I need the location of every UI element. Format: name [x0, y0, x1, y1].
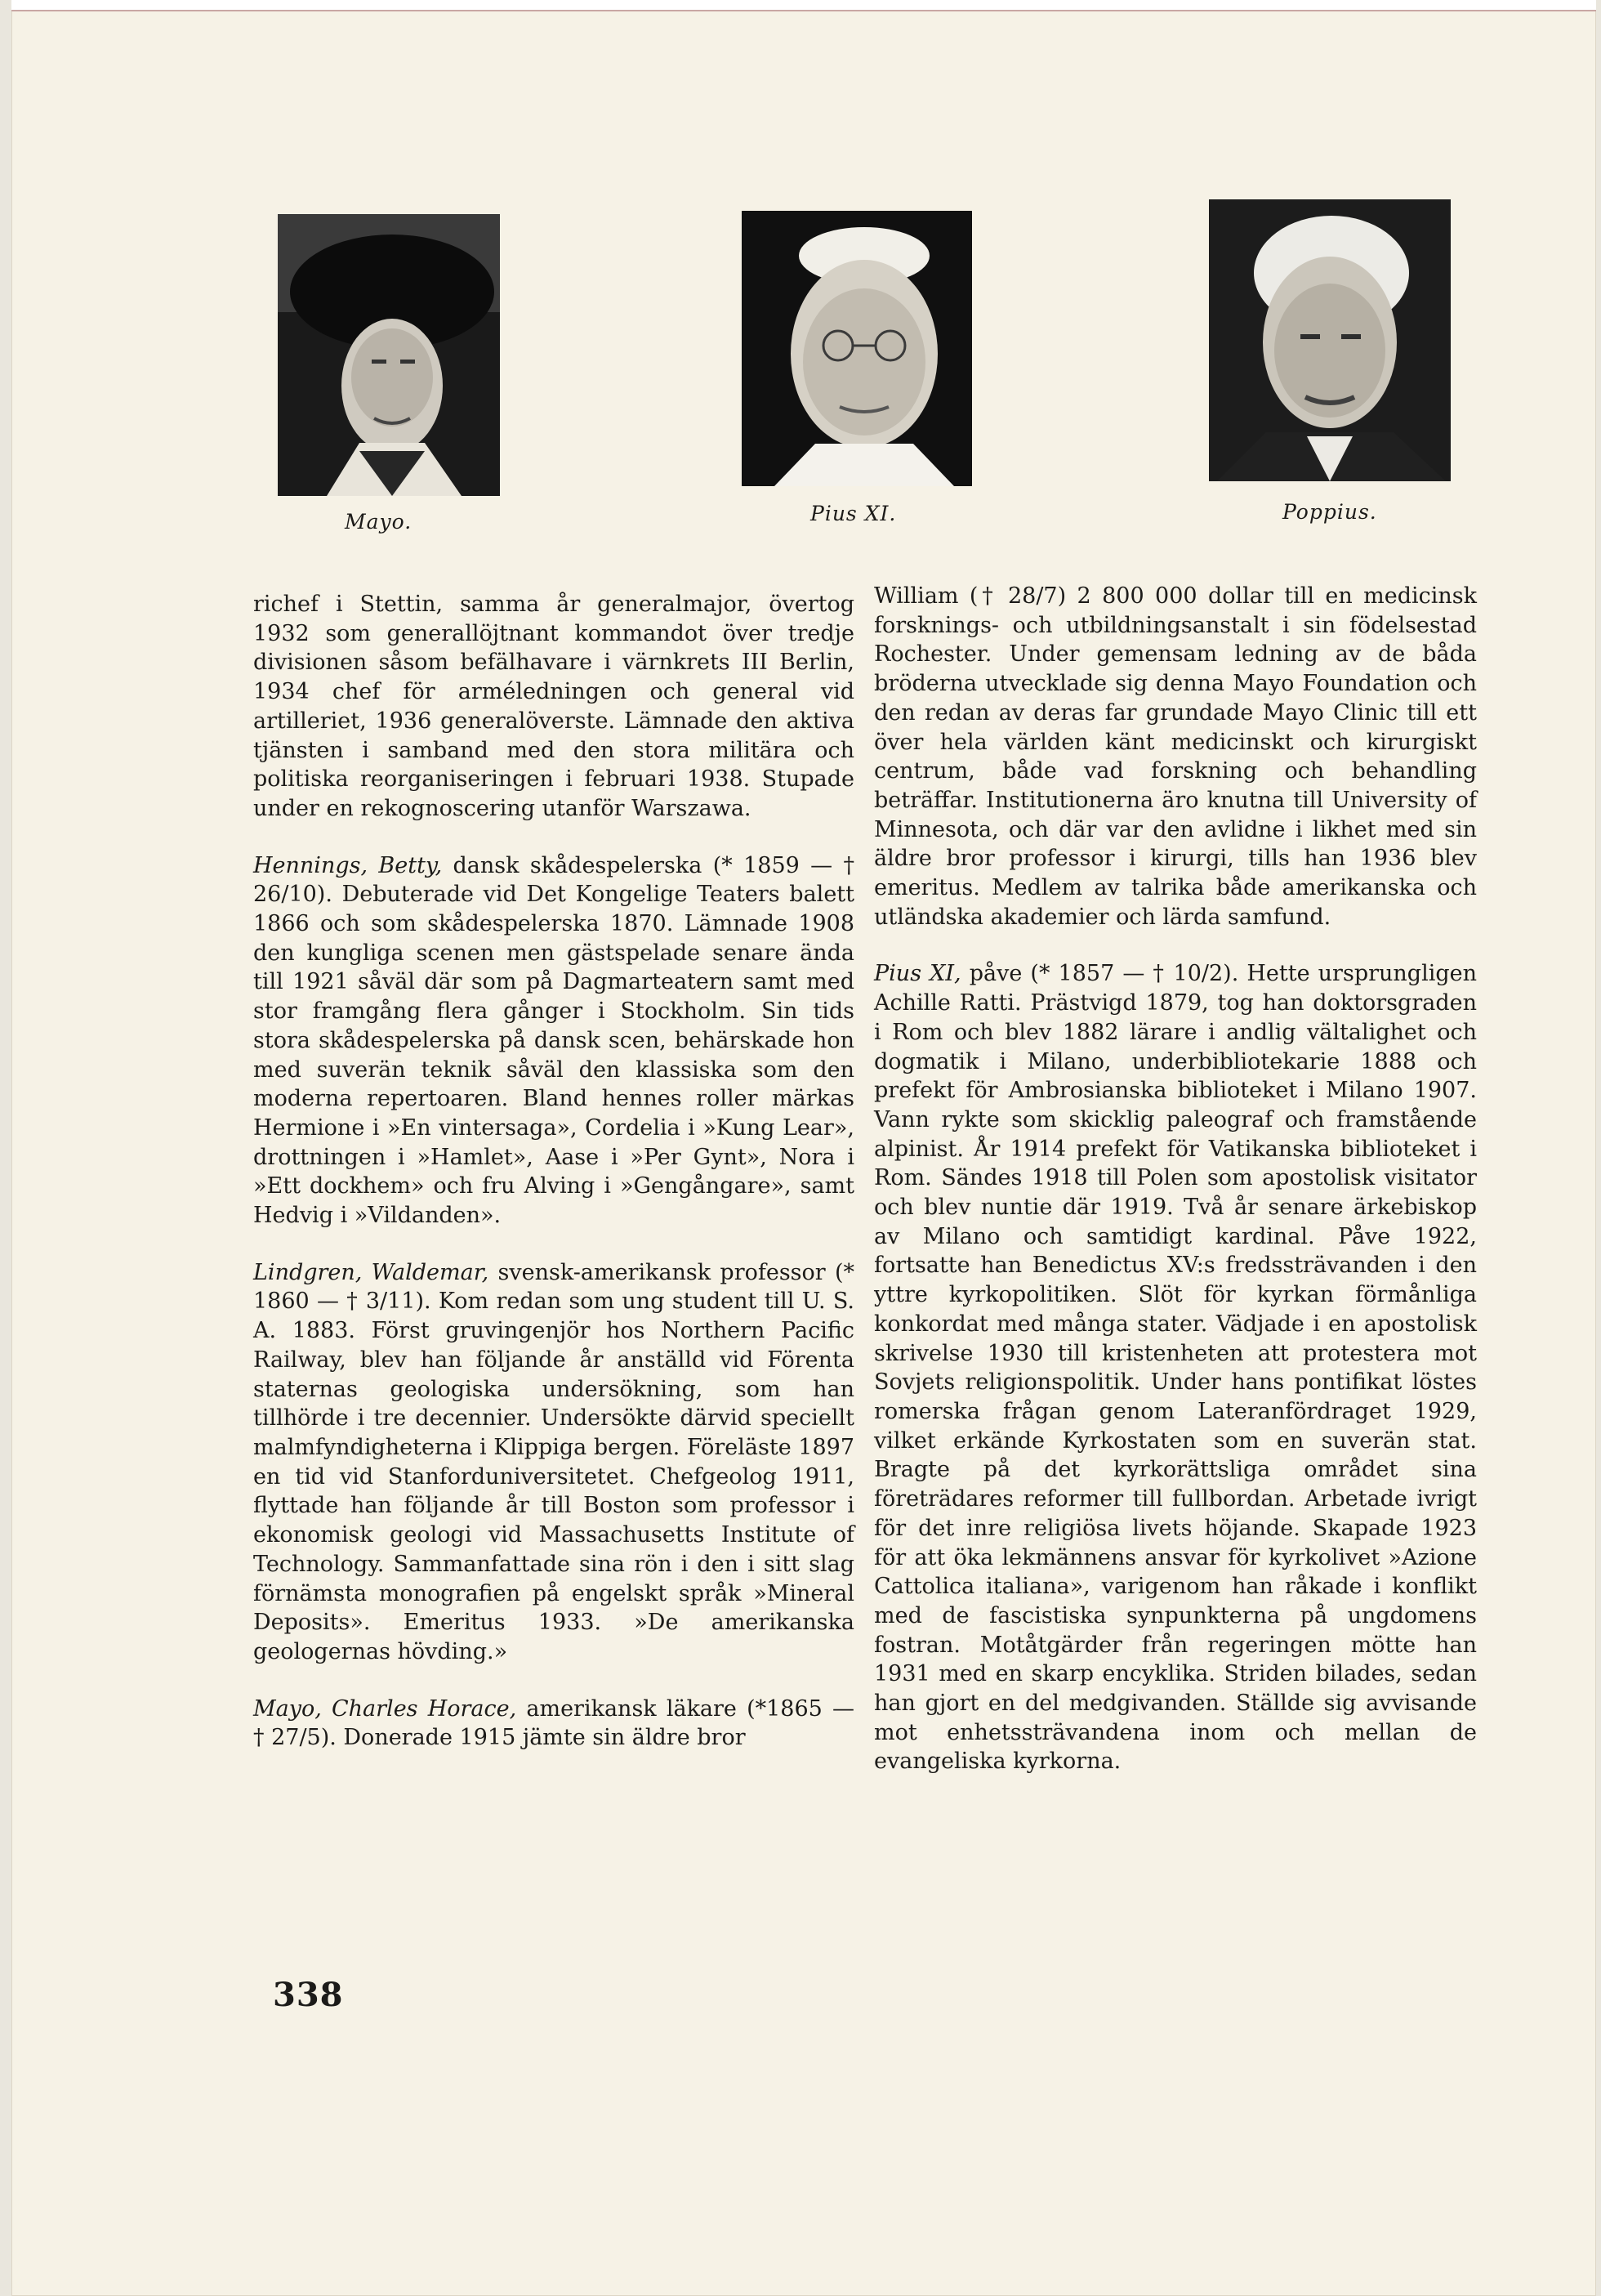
page [11, 0, 1596, 2296]
entry-text: svensk-amerikansk professor (* 1860 — † 3/11). Kom redan som ung student till U. S. A. 1883. Först gruvingenjör hos Northern Pacific Railway, blev han följande år anställd vid Förenta staternas geologiska undersökning, som han tillhörde i tre decennier. Undersökte därvid speciellt malmfyndigheterna i Klippiga bergen. Föreläste 1897 en tid vid Stanforduniversitetet. Chefgeolog 1911, flyttade han följande år till Boston som professor i ekonomisk geologi vid Massachusetts Institute of Technology. Sammanfattade sina rön i den i sitt slag förnämsta monografien på engelskt språk »Mineral Deposits». Emeritus 1933. »De amerikanska geologernas hövding.» [253, 1259, 854, 1664]
entry-heading: Mayo, Charles Horace, [253, 1695, 517, 1722]
entry-pius-xi [874, 959, 1477, 1776]
entry-text: dansk skådespelerska (* 1859 — † 26/10). Debuterade vid Det Kongelige Teaters balett 1866 och som skådespelerska 1870. Lämnade 1908 den kungliga scenen men gästspelade senare ända till 1921 såväl där som på Dagmarteatern samt med stor framgång flera gånger i Stockholm. Sin tids stora skådespelerska på dansk scen, behärskade hon med suverän teknik såväl den klassiska som den moderna repertoaren. Bland hennes roller märkas Hermione i »En vintersaga», Cordelia i »Kung Lear», drottningen i »Hamlet», Aase i »Per Gynt», Nora i »Ett dockhem» och fru Alving i »Gengångare», samt Hedvig i »Vildanden». [253, 852, 854, 1229]
page-number: 338 [273, 1976, 344, 2014]
entry-hennings [253, 851, 854, 1231]
caption-pius-xi: Pius XI. [810, 502, 897, 525]
entry-heading: Hennings, Betty, [253, 852, 443, 878]
left-column [253, 590, 854, 1753]
entry-text: påve (* 1857 — † 10/2). Hette ursprungligen Achille Ratti. Prästvigd 1879, tog han doktorsgraden i Rom och blev 1882 lärare i andlig vältalighet och dogmatik i Milano, underbibliotekarie 1888 och prefekt för Ambrosianska biblioteket i Milano 1907. Vann rykte som skicklig paleograf och framstående alpinist. År 1914 prefekt för Vatikanska biblioteket i Rom. Sändes 1918 till Polen som apostolisk visitator och blev nuntie där 1919. Två år senare ärkebiskop av Milano och samtidigt kardinal. Påve 1922, fortsatte han Benedictus XV:s fredssträvanden i den yttre kyrkopolitiken. Slöt för kyrkan förmånliga konkordat med många stater. Vädjade i en apostolisk skrivelse 1930 till kristenheten att protestera mot Sovjets religionspolitik. Under hans pontifikat löstes romerska frågan genom Lateranfördraget 1929, vilket erkände Kyrkostaten som en suverän stat. Bragte på det kyrkorättsliga området sina företrädares reformer till fullbordan. Arbetade ivrigt för det inre religiösa livets höjande. Skapade 1923 för att öka lekmännens ansvar för kyrkolivet »Azione Cattolica italiana», varigenom han råkade i konflikt med de fascistiska synpunkterna på ungdomens fostran. Motåtgärder från regeringen mötte han 1931 med en skarp encyklika. Striden bilades, sedan han gjort en del medgivanden. Ställde sig avvisande mot enhetssträvandena inom och mellan de evangeliska kyrkorna. [874, 961, 1477, 1775]
entry-continuation: richef i Stettin, samma år generalmajor, övertog 1932 som generallöjtnant kommandot över tredje divisionen såsom befälhavare i värnkrets III Berlin, 1934 chef för arméledningen och general vid artilleriet, 1936 generalöverste. Lämnade den aktiva tjänsten i samband med den stora militära och politiska reorganiseringen i februari 1938. Stupade under en rekognoscering utanför Warszawa. [253, 592, 854, 821]
caption-mayo: Mayo. [345, 510, 413, 534]
entry-text: amerikansk läkare (*1865 — † 27/5). Donerade 1915 jämte sin äldre bror [253, 1695, 855, 1751]
portrait-poppius [1209, 199, 1451, 481]
entry-lindgren [253, 1258, 854, 1667]
caption-poppius: Poppius. [1282, 500, 1377, 524]
right-column [874, 582, 1477, 1776]
portrait-mayo [278, 214, 500, 496]
entry-heading: Lindgren, Waldemar, [253, 1259, 489, 1285]
entry-mayo [253, 1695, 854, 1753]
entry-heading: Pius XI, [874, 961, 961, 987]
portrait-pius-xi [742, 211, 972, 486]
entry-mayo-continuation: William († 28/7) 2 800 000 dollar till en medicinsk forsknings- och utbildningsanstalt i sin födelsestad Rochester. Under gemensam ledning av de båda bröderna utvecklade sig denna Mayo Foundation och den redan av deras far grundade Mayo Clinic till ett över hela världen känt medicinskt och kirurgiskt centrum, både vad forskning och behandling beträffar. Institutionerna äro knutna till University of Minnesota, och där var den avlidne i likhet med sin äldre bror professor i kirurgi, tills han 1936 blev emeritus. Medlem av talrika både amerikanska och utländska akademier och lärda samfund. [874, 583, 1477, 930]
top-edge [11, 0, 1596, 11]
